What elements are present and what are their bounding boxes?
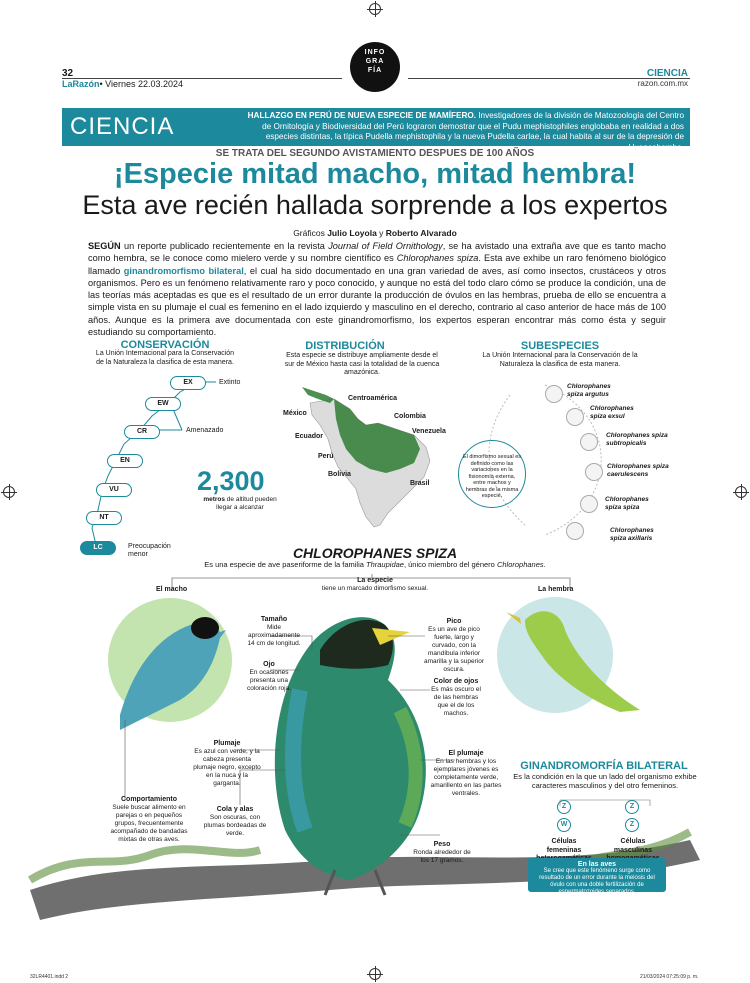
en-las-aves-box: En las aves Se cree que este fenómeno surge como resultado de un error durante la meiosis del óvulo con una doble fertilización de espermatozoides separados. — [528, 858, 666, 892]
level-vu: VU — [96, 483, 132, 497]
map-label-bolivia: Bolivia — [328, 471, 351, 478]
chromosome-z: Z — [557, 800, 571, 814]
level-ew: EW — [145, 397, 181, 411]
female-cells-label: Células femeninas — [546, 838, 582, 854]
credits: Gráficos Julio Loyola y Roberto Alvarado — [293, 228, 457, 238]
subspecies-icon — [580, 495, 598, 513]
distribution-desc: Esta especie se distribuye ampliamente desde el sur de México hasta casi la totalidad de la cuenca amazónica. — [284, 352, 440, 376]
note-el-plumaje: El plumaje En las hembras y los ejemplares jóvenes es completamente verde, amarillento en las partes ventrales. — [430, 750, 502, 797]
registration-mark-left — [3, 486, 15, 498]
label-extinto: Extinto — [219, 379, 241, 386]
note-peso: Peso Ronda alrededor de los 17 gramos. — [413, 841, 471, 864]
banner-text: HALLAZGO EN PERÚ DE NUEVA ESPECIE DE MAMÍFERO. Investigadores de la división de Matozoología del Centro de Ornitología y Biodiversidad del Perú lograron demostrar que el Pudu mephistophiles englobaba en realidad a dos especies distintas, la típica Pudella mephistophila y la nueva Pudella carlae, la cual habita al sur de la depresión de Huancabamba. — [247, 111, 684, 152]
subspecies-icon — [580, 433, 598, 451]
article-body: SEGÚN un reporte publicado recientemente en la revista Journal of Field Ornithology, se ha avistado una extraña ave que es tanto macho como hembra, se le conoce como mielero verde y su nombre científico es Chlorophanes spiza. Esta ave exhibe un raro fenómeno biológico llamado ginandromorfismo bilateral, el cual ha sido documentado en una gran variedad de aves, así como insectos, crustáceos y otros organismos. Pero es un fenómeno relativamente raro y poco conocido, y aunque no está del todo claro cómo se produce la condición, una de las teorías más aceptadas es que es el resultado de un error durante la producción de óvulos en las hembras, prueba de ello se encuentra a simple vista en su plumaje el cual es femenino en el lado izquierdo y masculino en el derecho, contrario al caso anterior de hace más de 100 años. Aunque es la primera ave documentada con este ginandromorfismo, los expertos esperan encontrar más como ésta y seguir estudiando su comportamiento. — [88, 241, 667, 338]
kicker: SE TRATA DEL SEGUNDO AVISTAMIENTO DESPUES DE 100 AÑOS — [215, 148, 535, 159]
brand-line: LaRazón• Viernes 22.03.2024 — [62, 79, 184, 89]
level-en: EN — [107, 454, 143, 468]
male-cells-label: Células masculinas — [613, 838, 653, 854]
infografia-badge: INFO GRA FÍA — [350, 42, 400, 92]
level-nt: NT — [86, 511, 122, 525]
subspecies-icon — [566, 408, 584, 426]
altitude-text: metros de altitud pueden llegar a alcanzar — [203, 496, 277, 511]
label-amenazado: Amenazado — [186, 427, 224, 434]
note-comportamiento: Comportamiento Suele buscar alimento en parejas o en pequeños grupos, frecuentemente acompañado de bandadas mixtas de otras aves. — [110, 796, 188, 843]
note-especie: La especie tiene un marcado dimorfismo sexual. — [321, 577, 429, 592]
note-ojo: Ojo En ocasiones presenta una coloración roja. — [246, 661, 292, 692]
footer-timestamp: 21/03/2024 07:25:09 p. m. — [640, 974, 699, 980]
subspecies-name: Chlorophanes spiza spiza — [605, 496, 649, 511]
subheadline: Esta ave recién hallada sorprende a los expertos — [82, 190, 668, 220]
map-label-ecuador: Ecuador — [295, 433, 324, 440]
distribution-title: DISTRIBUCIÓN — [305, 340, 385, 352]
subspecies-name: Chlorophanes spiza argutus — [567, 383, 611, 398]
page-number: 32 — [62, 68, 74, 79]
level-lc: LC — [80, 541, 116, 555]
dimorfismo-text: El dimorfismo sexual es definido como las variaciones en la fisionomía externa, entre machos y hembras de la misma especie. — [462, 454, 522, 499]
note-color-ojos: Color de ojos Es más oscuro el de las hembras que el de los machos. — [431, 678, 481, 717]
label-hembra: La hembra — [538, 586, 574, 593]
subspecies-icon — [585, 463, 603, 481]
level-cr: CR — [124, 425, 160, 439]
note-pico: Pico Es un ave de pico fuerte, largo y curvado, con la mandíbula inferior amarilla y la superior oscura. — [424, 618, 484, 673]
section-banner — [62, 108, 690, 152]
banner-label: CIENCIA — [70, 113, 175, 140]
chromosome-w: W — [557, 818, 571, 832]
subspecies-icon — [566, 522, 584, 540]
footer-file: 32LR4401.indd 2 — [30, 974, 69, 980]
subspecies-name: Chlorophanes spiza axillaris — [610, 527, 654, 542]
label-macho: El macho — [156, 586, 188, 593]
level-ex: EX — [170, 376, 206, 390]
conservation-desc: La Unión Internacional para la Conservación de la Naturaleza la clasifica de esta manera. — [95, 350, 235, 366]
map-label-brasil: Brasil — [410, 480, 430, 487]
conservation-title: CONSERVACIÓN — [120, 339, 210, 351]
subspecies-name: Chlorophanes spiza subtropicalis — [606, 432, 668, 447]
subspecies-icon — [545, 385, 563, 403]
note-cola-alas: Cola y alas Son oscuras, con plumas bordeadas de verde. — [203, 806, 267, 837]
chromosome-z: Z — [625, 800, 639, 814]
subspecies-name: Chlorophanes spiza exsul — [590, 405, 634, 420]
map-label-colombia: Colombia — [394, 413, 426, 420]
registration-mark-right — [735, 486, 747, 498]
species-subtitle: Es una especie de ave paseriforme de la familia Thraupidae, único miembro del género Chlorophanes. — [204, 560, 546, 569]
gynandromorphism-title: GINANDROMORFÍA BILATERAL — [520, 760, 688, 772]
term-link: ginandromorfismo bilateral — [123, 265, 244, 276]
note-plumaje: Plumaje Es azul con verde, y la cabeza presenta plumaje negro, excepto en la nuca y la garganta. — [193, 740, 261, 787]
subspecies-title: SUBESPECIES — [520, 340, 600, 352]
species-title: CHLOROPHANES SPIZA — [292, 545, 458, 561]
altitude-value: 2,300 — [197, 466, 265, 496]
subspecies-name: Chlorophanes spiza caerulescens — [607, 463, 669, 478]
map-label-venezuela: Venezuela — [412, 428, 446, 435]
map-label-mexico: México — [283, 410, 307, 417]
label-preocupacion: Preocupación menor — [128, 543, 171, 558]
chromosome-z: Z — [625, 818, 639, 832]
site-url: razon.com.mx — [637, 79, 688, 88]
map-label-peru: Perú — [318, 453, 334, 460]
map-label-centroamerica: Centroamérica — [348, 395, 398, 402]
registration-mark-top — [369, 3, 381, 15]
subspecies-desc: La Unión Internacional para la Conservación de la Naturaleza la clasifica de esta manera. — [482, 352, 638, 368]
note-tamano: Tamaño Mide aproximadamente 14 cm de longitud. — [247, 616, 301, 647]
section-name: CIENCIA — [646, 68, 688, 79]
headline: ¡Especie mitad macho, mitad hembra! — [113, 158, 637, 190]
gynandromorphism-desc: Es la condición en la que un lado del organismo exhibe caracteres masculinos y del otro femeninos. — [513, 772, 697, 790]
